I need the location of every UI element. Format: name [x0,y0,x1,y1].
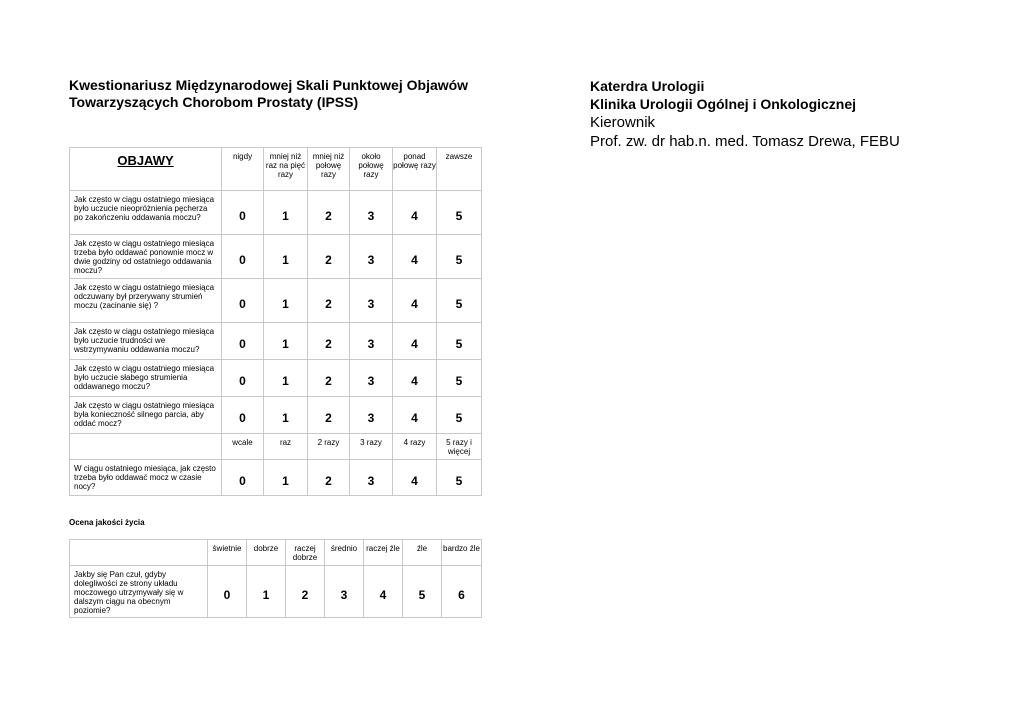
column-header: bardzo źle [442,540,482,566]
score-option[interactable]: 3 [350,279,393,323]
column-header: mniej niż połowę razy [308,148,350,191]
score-option[interactable]: 5 [437,460,482,496]
symptoms-heading: OBJAWY [70,148,222,191]
column-header: mniej niż raz na pięć razy [264,148,308,191]
score-option[interactable]: 0 [222,397,264,434]
column-header: 2 razy [308,434,350,460]
column-header: 5 razy i więcej [437,434,482,460]
score-option[interactable]: 4 [393,279,437,323]
department-name: Katerdra Urologii [590,78,705,94]
score-option[interactable]: 1 [264,235,308,279]
column-header: raczej źle [364,540,403,566]
score-option[interactable]: 5 [437,397,482,434]
score-option[interactable]: 0 [222,235,264,279]
score-option[interactable]: 1 [264,191,308,235]
question-text: Jak często w ciągu ostatniego miesiąca odczuwany był przerywany strumień moczu (zacinanie się) ? [70,279,222,323]
score-option[interactable]: 1 [264,323,308,360]
score-option[interactable]: 4 [364,566,403,618]
score-option[interactable]: 1 [264,397,308,434]
clinic-name: Klinika Urologii Ogólnej i Onkologicznej [590,96,857,112]
question-text: Jak często w ciągu ostatniego miesiąca było uczucie słabego strumienia oddawanego moczu? [70,360,222,397]
score-option[interactable]: 2 [308,323,350,360]
score-option[interactable]: 2 [308,360,350,397]
head-name: Prof. zw. dr hab.n. med. Tomasz Drewa, FEBU [590,133,900,150]
score-option[interactable]: 3 [350,360,393,397]
table-row [70,566,482,618]
score-option[interactable]: 0 [222,460,264,496]
questionnaire-title [69,77,549,111]
score-option[interactable]: 3 [350,460,393,496]
score-option[interactable]: 5 [437,323,482,360]
score-option[interactable]: 0 [208,566,247,618]
column-header: wcale [222,434,264,460]
score-option[interactable]: 1 [264,360,308,397]
role-label: Kierownik [590,114,656,131]
score-option[interactable]: 1 [264,279,308,323]
score-option[interactable]: 5 [437,279,482,323]
score-option[interactable]: 3 [350,235,393,279]
score-option[interactable]: 5 [403,566,442,618]
table-row [70,323,482,360]
score-option[interactable]: 3 [325,566,364,618]
score-option[interactable]: 3 [350,323,393,360]
score-option[interactable]: 5 [437,191,482,235]
score-option[interactable]: 0 [222,323,264,360]
column-header: raczej dobrze [286,540,325,566]
score-option[interactable]: 1 [264,460,308,496]
table-row [70,397,482,434]
question-text: Jak często w ciągu ostatniego miesiąca było uczucie nieopróżnienia pęcherza po zakończeniu oddawania moczu? [70,191,222,235]
score-option[interactable]: 4 [393,191,437,235]
column-header: źle [403,540,442,566]
column-header: raz [264,434,308,460]
score-option[interactable]: 3 [350,397,393,434]
column-header: 4 razy [393,434,437,460]
score-option[interactable]: 4 [393,235,437,279]
institution-header [590,77,1010,151]
question-text: Jak często w ciągu ostatniego miesiąca była konieczność silnego parcia, aby oddać mocz? [70,397,222,434]
score-option[interactable]: 4 [393,460,437,496]
score-option[interactable]: 5 [437,360,482,397]
question-text: W ciągu ostatniego miesiąca, jak często trzeba było oddawać mocz w czasie nocy? [70,460,222,496]
table-row [70,279,482,323]
question-text: Jakby się Pan czuł, gdyby dolegliwości ze strony układu moczowego utrzymywały się w dalszym ciągu na obecnym poziomie? [70,566,208,618]
symptoms-table [69,147,482,496]
score-option[interactable]: 4 [393,397,437,434]
score-option[interactable]: 0 [222,360,264,397]
score-option[interactable]: 3 [350,191,393,235]
column-header: ponad połowę razy [393,148,437,191]
table-header-row [70,148,482,191]
table-row [70,460,482,496]
title-line-2: Towarzyszących Chorobom Prostaty (IPSS) [69,94,359,110]
score-option[interactable]: 0 [222,279,264,323]
score-option[interactable]: 1 [247,566,286,618]
column-header: świetnie [208,540,247,566]
score-option[interactable]: 2 [308,397,350,434]
column-header: nigdy [222,148,264,191]
table-row [70,360,482,397]
empty-cell [70,540,208,566]
score-option[interactable]: 5 [437,235,482,279]
column-header: dobrze [247,540,286,566]
title-line-1: Kwestionariusz Międzynarodowej Skali Punktowej Objawów [69,77,469,93]
score-option[interactable]: 2 [286,566,325,618]
quality-of-life-table [69,539,482,618]
question-text: Jak często w ciągu ostatniego miesiąca trzeba było oddawać ponownie mocz w dwie godziny od ostatniego oddawania moczu? [70,235,222,279]
quality-of-life-label: Ocena jakości życia [69,518,145,527]
column-header: 3 razy [350,434,393,460]
score-option[interactable]: 4 [393,323,437,360]
score-option[interactable]: 2 [308,191,350,235]
score-option[interactable]: 2 [308,279,350,323]
column-header: zawsze [437,148,482,191]
night-header-row [70,434,482,460]
table-header-row [70,540,482,566]
table-row [70,235,482,279]
score-option[interactable]: 0 [222,191,264,235]
table-row [70,191,482,235]
question-text: Jak często w ciągu ostatniego miesiąca było uczucie trudności we wstrzymywaniu oddawania moczu? [70,323,222,360]
score-option[interactable]: 2 [308,460,350,496]
column-header: średnio [325,540,364,566]
score-option[interactable]: 2 [308,235,350,279]
column-header: około połowę razy [350,148,393,191]
score-option[interactable]: 4 [393,360,437,397]
empty-cell [70,434,222,460]
score-option[interactable]: 6 [442,566,482,618]
